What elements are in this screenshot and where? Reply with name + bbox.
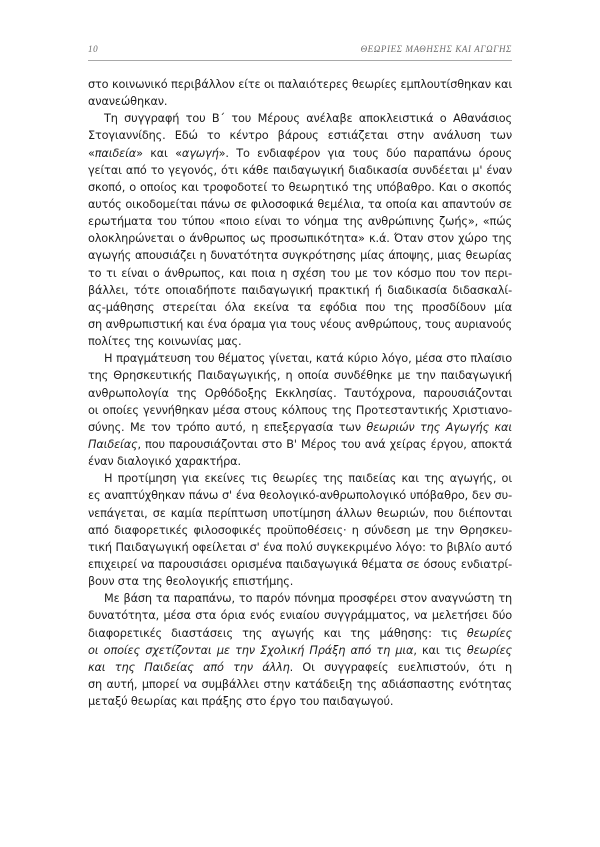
text-line: ας-μάθησης στερείται όλα εκείνα τα εφόδια που της προσδίδουν μία <box>88 300 512 314</box>
text-line: ση αυτή, μπορεί να συμβάλλει στην κατάδειξη της αδιάσπαστης ενότητας <box>88 677 512 691</box>
text-line: ες αναπτύχθηκαν πάνω σ' ένα θεολογικό-ανθρωπολογικό υπόβαθρο, δεν συ- <box>88 489 512 503</box>
header-rule <box>88 60 512 61</box>
text-line: ερωτήματα του τύπου «ποιο είναι το νόημα της ανθρώπινης ζωής», «πώς <box>88 215 512 229</box>
text-line: οι οποίες σχετίζονται με την Σχολική Πράξη από τη μια, και τις θεωρίες <box>88 643 512 657</box>
text-line: και της Παιδείας από την άλλη. Οι συγγραφείς ευελπιστούν, ότι η <box>88 660 512 674</box>
text-line: βουν στα της θεολογικής επιστήμης. <box>88 575 294 589</box>
text-line: σύνης. Με τον τρόπο αυτό, η επεξεργασία των θεωριών της Αγωγής και <box>88 420 512 434</box>
text-line: ανθρωπολογία της Ορθόδοξης Εκκλησίας. Ταυτόχρονα, παρουσιάζονται <box>88 386 512 400</box>
body-text <box>88 76 512 710</box>
text-line: αγωγής απουσιάζει η δυνατότητα συγκρότησης μίας άποψης, μιας θεωρίας <box>88 249 512 263</box>
text-line: ση ανθρωπιστική και ένα όραμα για τους νέους ανθρώπους, τους αυριανούς <box>88 317 512 331</box>
text-line: οι οποίες γεννήθηκαν μέσα στους κόλπους της Προτεσταντικής Χριστιανο- <box>88 403 512 417</box>
text-line: στο κοινωνικό περιβάλλον είτε οι παλαιότερες θεωρίες εμπλουτίσθηκαν και <box>88 78 512 91</box>
text-line: αυτός οικοδομείται πάνω σε φιλοσοφικά θεμέλια, τα οποία και απαντούν σε <box>88 197 512 211</box>
text-line: πολίτες της κοινωνίας μας. <box>88 335 242 349</box>
text-line: ανανεώθηκαν. <box>88 95 168 109</box>
text-line: Παιδείας, που παρουσιάζονται στο Β' Μέρος του ανά χείρας έργου, αποκτά <box>88 437 512 451</box>
page-number: 10 <box>88 44 99 54</box>
text-line: δυνατότητα, μέσα στα όρια ενός ενιαίου συγγράμματος, να μελετήσει δύο <box>88 609 512 623</box>
paragraph-first-line: Η πραγμάτευση του θέματος γίνεται, κατά κύριο λόγο, μέσα στο πλαίσιο <box>104 352 512 366</box>
text-line: «παιδεία» και «αγωγή». Το ενδιαφέρον για τους δύο παραπάνω όρους <box>88 146 512 160</box>
text-line: νεπάγεται, σε καμία περίπτωση υποτίμηση άλλων θεωριών, που διέπονται <box>88 506 512 520</box>
text-line: γείται από το γεγονός, ότι κάθε παιδαγωγική διαδικασία συνδέεται μ' έναν <box>88 163 512 177</box>
running-title: ΘΕΩΡΙΕΣ ΜΑΘΗΣΗΣ ΚΑΙ ΑΓΩΓΗΣ <box>360 44 512 54</box>
paragraph-first-line: Η προτίμηση για εκείνες τις θεωρίες της παιδείας και της αγωγής, οι <box>104 472 512 486</box>
text-line: από διαφορετικές φιλοσοφικές προϋποθέσεις· η σύνδεση με την Θρησκευ- <box>88 523 512 537</box>
text-line: τική Παιδαγωγική οφείλεται σ' ένα πολύ συγκεκριμένο λόγο: το βιβλίο αυτό <box>88 540 512 554</box>
text-line: επιχειρεί να παρουσιάσει ορισμένα παιδαγωγικά θέματα σε όσους ενδιατρί- <box>88 557 512 571</box>
paragraph-first-line: Τη συγγραφή του Β΄ του Μέρους ανέλαβε αποκλειστικά ο Αθανάσιος <box>104 112 512 126</box>
text-line: της Θρησκευτικής Παιδαγωγικής, η οποία συνδέθηκε με την παιδαγωγική <box>88 369 512 383</box>
text-line: μεταξύ θεωρίας και πράξης στο έργο του παιδαγωγού. <box>88 695 394 709</box>
text-line: βάλλει, τότε οποιαδήποτε παιδαγωγική πρακτική ή διαδικασία διδασκαλί- <box>88 283 512 297</box>
text-line: το τι είναι ο άνθρωπος, και ποια η σχέση του με τον κόσμο που τον περι- <box>88 266 512 280</box>
paragraph-first-line: Με βάση τα παραπάνω, το παρόν πόνημα προσφέρει στον αναγνώστη τη <box>104 592 512 606</box>
text-line: έναν διαλογικό χαρακτήρα. <box>88 455 241 469</box>
text-line: Στογιαννίδης. Εδώ το κέντρο βάρους εστιάζεται στην ανάλυση των <box>88 129 512 143</box>
text-line: σκοπό, ο οποίος και τροφοδοτεί το θεωρητικό της υπόβαθρο. Και ο σκοπός <box>88 180 512 194</box>
text-line: διαφορετικές διαστάσεις της αγωγής και της μάθησης: τις θεωρίες <box>88 626 512 640</box>
text-line: ολοκληρώνεται ο άνθρωπος ως προσωπικότητα» κ.ά. Όταν στον χώρο της <box>88 232 512 246</box>
